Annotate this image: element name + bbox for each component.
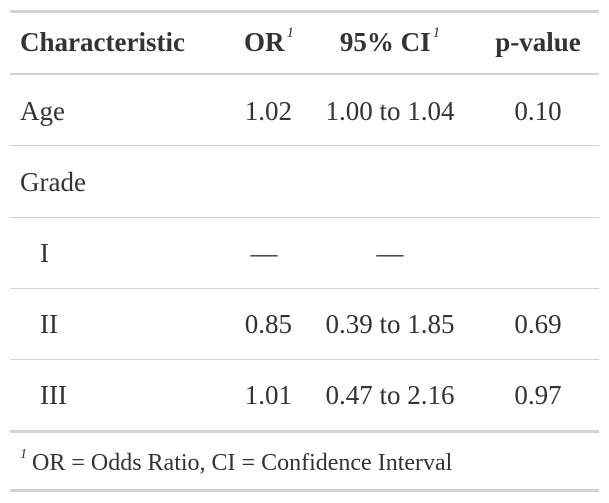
row-ci: 0.39 to 1.85 [325,309,455,339]
header-characteristic-text: Characteristic [20,27,185,57]
header-ci [310,27,470,57]
row-or: 0.85 [244,309,292,339]
row-ci: — [376,238,404,268]
row-label: II [40,309,58,339]
header-p-value-text: p-value [495,27,581,57]
row-divider [10,288,599,289]
table-footnote [20,449,452,477]
header-or-footnote-marker: 1 [286,25,294,41]
row-p-value: 0.97 [514,380,562,410]
table-top-border [10,10,599,13]
table-bottom-border [10,489,599,492]
footnote-marker: 1 [20,447,27,462]
row-p-value: 0.69 [514,309,562,339]
row-p-value: 0.10 [514,96,562,126]
row-ci: 0.47 to 2.16 [325,380,455,410]
row-label: Grade [20,167,86,197]
header-ci-text: 95% CI [339,27,431,57]
row-divider [10,217,599,218]
header-ci-footnote-marker: 1 [432,25,441,41]
row-label: I [40,238,49,268]
footnote-text: OR = Odds Ratio, CI = Confidence Interval [32,450,453,476]
row-divider [10,145,599,146]
row-or: 1.02 [244,96,292,126]
row-or: 1.01 [244,380,292,410]
row-label: Age [20,96,65,126]
header-characteristic [20,27,185,57]
row-ci: 1.00 to 1.04 [325,96,455,126]
row-divider [10,359,599,360]
row-label: III [40,380,67,410]
row-or: — [250,238,278,268]
header-or-text: OR [244,27,285,57]
header-bottom-border [10,73,599,75]
header-or [224,27,294,57]
body-bottom-border [10,430,599,433]
header-p-value [480,27,596,57]
